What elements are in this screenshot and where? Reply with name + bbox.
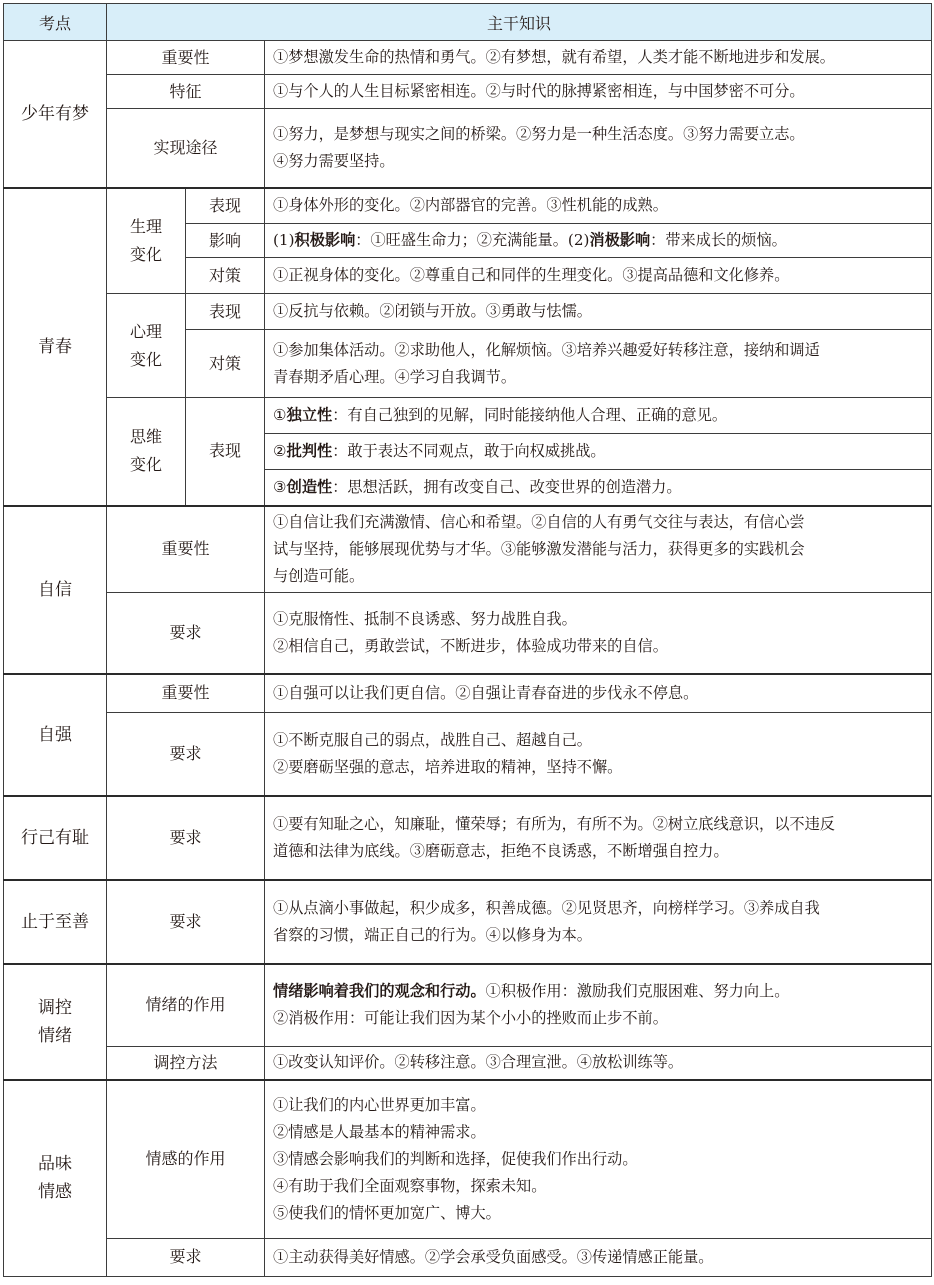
table-row xyxy=(4,506,932,593)
subtopic-label: 心理变化 xyxy=(107,294,186,398)
content-cell: ①与个人的人生目标紧密相连。②与时代的脉搏紧密相连，与中国梦密不可分。 xyxy=(265,75,932,109)
content-cell: (1)积极影响：①旺盛生命力；②充满能量。(2)消极影响：带来成长的烦恼。 xyxy=(265,224,932,258)
content-cell: ①梦想激发生命的热情和勇气。②有梦想，就有希望，人类才能不断地进步和发展。 xyxy=(265,41,932,75)
subtopic-label: 重要性 xyxy=(107,674,265,712)
topic-emotion-control: 调控情绪 xyxy=(4,964,107,1080)
table-row xyxy=(4,109,932,188)
subtopic-label: 生理变化 xyxy=(107,188,186,294)
table-row xyxy=(4,964,932,1046)
header-row xyxy=(4,4,932,41)
subtopic-label: 情感的作用 xyxy=(107,1080,265,1238)
subtopic-label: 要求 xyxy=(107,1238,265,1276)
aspect-label: 表现 xyxy=(186,398,265,506)
content-cell: ①反抗与依赖。②闭锁与开放。③勇敢与怯懦。 xyxy=(265,294,932,330)
topic-goodness: 止于至善 xyxy=(4,880,107,964)
content-cell: ①要有知耻之心，知廉耻，懂荣辱；有所为，有所不为。②树立底线意识，以不违反 道德和法律为底线。③磨砺意志，拒绝不良诱惑，不断增强自控力。 xyxy=(265,796,932,880)
table-row xyxy=(4,674,932,712)
content-cell: ①让我们的内心世界更加丰富。 ②情感是人最基本的精神需求。 ③情感会影响我们的判断和选择，促使我们作出行动。 ④有助于我们全面观察事物，探索未知。 ⑤使我们的情怀更加宽广、博大。 xyxy=(265,1080,932,1238)
subtopic-label: 要求 xyxy=(107,796,265,880)
aspect-label: 表现 xyxy=(186,294,265,330)
table-row xyxy=(4,1080,932,1238)
table-row xyxy=(4,880,932,964)
topic-shame: 行己有耻 xyxy=(4,796,107,880)
subtopic-label: 实现途径 xyxy=(107,109,265,188)
content-cell: ①克服惰性、抵制不良诱惑、努力战胜自我。 ②相信自己，勇敢尝试，不断进步，体验成功带来的自信。 xyxy=(265,592,932,674)
aspect-label: 对策 xyxy=(186,330,265,398)
subtopic-label: 情绪的作用 xyxy=(107,964,265,1046)
table-row xyxy=(4,188,932,224)
content-cell: ①正视身体的变化。②尊重自己和同伴的生理变化。③提高品德和文化修养。 xyxy=(265,258,932,294)
topic-youth: 青春 xyxy=(4,188,107,506)
table-row xyxy=(4,398,932,434)
aspect-label: 影响 xyxy=(186,224,265,258)
subtopic-label: 重要性 xyxy=(107,506,265,593)
content-cell: ①主动获得美好情感。②学会承受负面感受。③传递情感正能量。 xyxy=(265,1238,932,1276)
content-cell: ②批判性：敢于表达不同观点，敢于向权威挑战。 xyxy=(265,434,932,470)
knowledge-table xyxy=(3,3,932,1277)
content-cell: ①身体外形的变化。②内部器官的完善。③性机能的成熟。 xyxy=(265,188,932,224)
content-cell: ③创造性：思想活跃，拥有改变自己、改变世界的创造潜力。 xyxy=(265,470,932,506)
table-row xyxy=(4,796,932,880)
table-row xyxy=(4,1238,932,1276)
topic-dream: 少年有梦 xyxy=(4,41,107,188)
table-row xyxy=(4,712,932,796)
table-row xyxy=(4,41,932,75)
topic-confidence: 自信 xyxy=(4,506,107,675)
header-topic: 考点 xyxy=(4,4,107,41)
subtopic-label: 要求 xyxy=(107,880,265,964)
content-cell: 情绪影响着我们的观念和行动。①积极作用：激励我们克服困难、努力向上。 ②消极作用：可能让我们因为某个小小的挫败而止步不前。 xyxy=(265,964,932,1046)
aspect-label: 表现 xyxy=(186,188,265,224)
aspect-label: 对策 xyxy=(186,258,265,294)
subtopic-label: 要求 xyxy=(107,592,265,674)
subtopic-label: 特征 xyxy=(107,75,265,109)
content-cell: ①努力，是梦想与现实之间的桥梁。②努力是一种生活态度。③努力需要立志。 ④努力需要坚持。 xyxy=(265,109,932,188)
topic-self-strong: 自强 xyxy=(4,674,107,796)
table-row xyxy=(4,75,932,109)
content-cell: ①独立性：有自己独到的见解，同时能接纳他人合理、正确的意见。 xyxy=(265,398,932,434)
subtopic-label: 重要性 xyxy=(107,41,265,75)
content-cell: ①不断克服自己的弱点，战胜自己、超越自己。 ②要磨砺坚强的意志，培养进取的精神，坚持不懈。 xyxy=(265,712,932,796)
content-cell: ①自信让我们充满激情、信心和希望。②自信的人有勇气交往与表达，有信心尝 试与坚持，能够展现优势与才华。③能够激发潜能与活力，获得更多的实践机会 与创造可能。 xyxy=(265,506,932,593)
subtopic-label: 要求 xyxy=(107,712,265,796)
topic-feeling: 品味情感 xyxy=(4,1080,107,1276)
content-cell: ①自强可以让我们更自信。②自强让青春奋进的步伐永不停息。 xyxy=(265,674,932,712)
table-row xyxy=(4,294,932,330)
table-row xyxy=(4,1046,932,1080)
header-knowledge: 主干知识 xyxy=(107,4,932,41)
content-cell: ①参加集体活动。②求助他人，化解烦恼。③培养兴趣爱好转移注意，接纳和调适 青春期矛盾心理。④学习自我调节。 xyxy=(265,330,932,398)
subtopic-label: 调控方法 xyxy=(107,1046,265,1080)
content-cell: ①从点滴小事做起，积少成多，积善成德。②见贤思齐，向榜样学习。③养成自我 省察的习惯，端正自己的行为。④以修身为本。 xyxy=(265,880,932,964)
table-row xyxy=(4,592,932,674)
content-cell: ①改变认知评价。②转移注意。③合理宣泄。④放松训练等。 xyxy=(265,1046,932,1080)
subtopic-label: 思维变化 xyxy=(107,398,186,506)
